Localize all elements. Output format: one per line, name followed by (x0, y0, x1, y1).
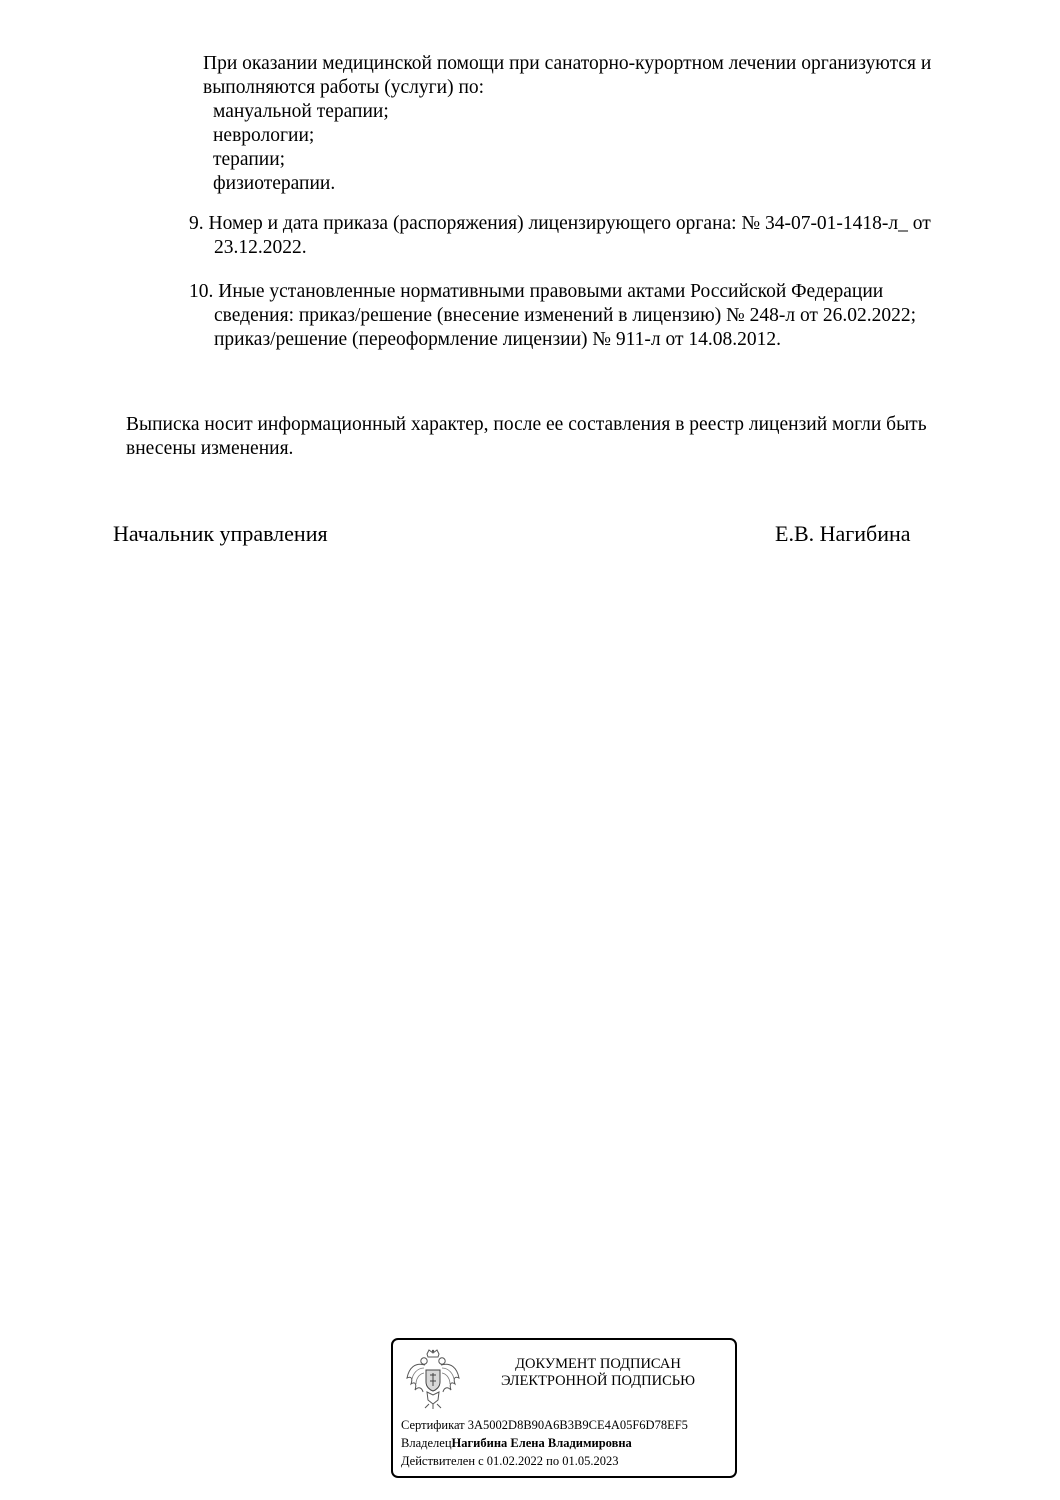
other-info-line3: приказ/решение (переоформление лицензии) № 911-л от 14.08.2012. (214, 329, 782, 350)
order-number-item (189, 212, 931, 260)
signatory-position: Начальник управления (113, 521, 328, 546)
stamp-heading-line1: ДОКУМЕНТ ПОДПИСАН (515, 1356, 681, 1372)
stamp-details (401, 1416, 688, 1470)
list-item: мануальной терапии; (213, 101, 389, 122)
sanatorium-services-section (203, 52, 931, 196)
other-info-line2: сведения: приказ/решение (внесение изменений в лицензию) № 248-л от 26.02.2022; (214, 305, 916, 326)
other-info-line1: 10. Иные установленные нормативными правовыми актами Российской Федерации (189, 281, 884, 302)
electronic-signature-stamp (391, 1338, 737, 1478)
list-item: неврологии; (213, 125, 315, 146)
disclaimer-line1: Выписка носит информационный характер, после ее составления в реестр лицензий могли быть (126, 414, 927, 435)
list-item: терапии; (213, 149, 286, 170)
disclaimer-line2: внесены изменения. (126, 438, 294, 459)
list-item: физиотерапии. (213, 173, 336, 194)
certificate-value: 3A5002D8B90A6B3B9CE4A05F6D78EF5 (467, 1418, 688, 1432)
coat-of-arms-icon (405, 1348, 461, 1410)
stamp-heading-line2: ЭЛЕКТРОННОЙ ПОДПИСЬЮ (500, 1373, 696, 1389)
certificate-label: Сертификат (401, 1418, 465, 1432)
owner-row (401, 1434, 688, 1452)
services-intro-line2: выполняются работы (услуги) по: (203, 77, 485, 98)
certificate-row (401, 1416, 688, 1434)
other-info-item (189, 280, 916, 352)
validity-row: Действителен с 01.02.2022 по 01.05.2023 (401, 1454, 619, 1468)
signatory-name: Е.В. Нагибина (775, 521, 911, 546)
owner-value: Нагибина Елена Владимировна (451, 1436, 632, 1450)
stamp-heading (473, 1356, 723, 1390)
owner-label: Владелец (401, 1436, 452, 1450)
order-number-line2: 23.12.2022. (214, 237, 307, 258)
disclaimer-text (126, 413, 927, 461)
services-intro-line1: При оказании медицинской помощи при санаторно-курортном лечении организуются и (203, 53, 932, 74)
order-number-line1: 9. Номер и дата приказа (распоряжения) лицензирующего органа: № 34-07-01-1418-л_ от (189, 213, 931, 234)
services-list (203, 100, 931, 196)
